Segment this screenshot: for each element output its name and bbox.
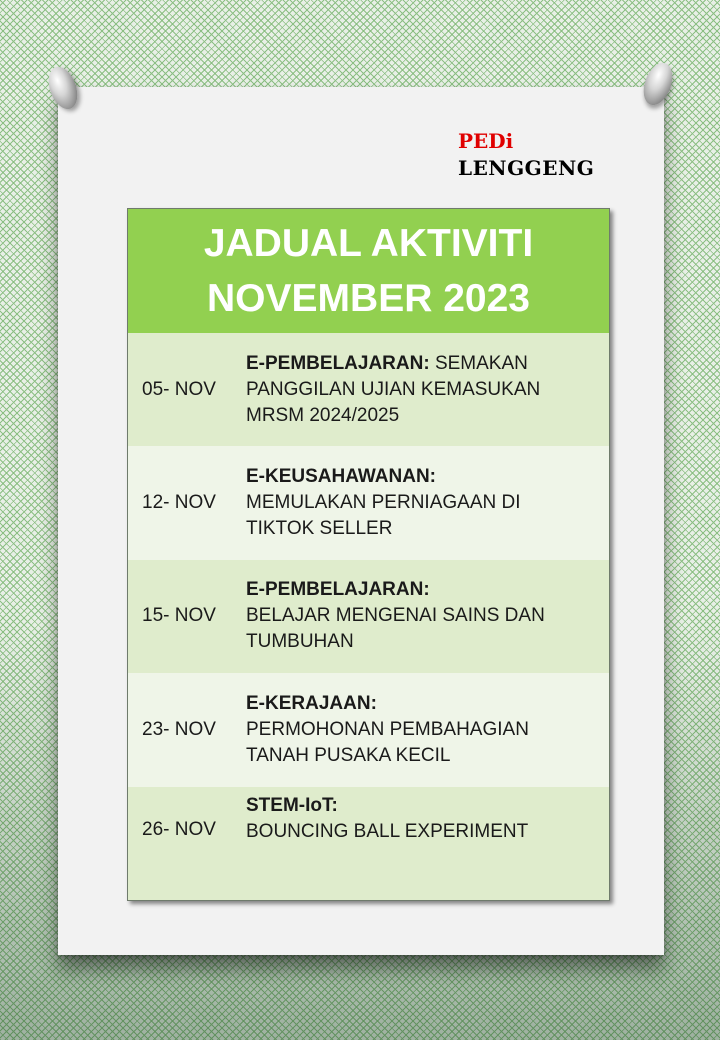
row-category: E-KERAJAAN: — [246, 692, 377, 714]
row-line: MEMULAKAN PERNIAGAAN DI — [246, 492, 521, 514]
row-category: E-KEUSAHAWANAN: — [246, 466, 436, 488]
brand-line2: LENGGENG — [458, 156, 595, 180]
row-date: 05- NOV — [142, 378, 216, 400]
schedule-table — [127, 208, 610, 901]
schedule-row — [128, 446, 609, 559]
row-line: BOUNCING BALL EXPERIMENT — [246, 820, 529, 842]
schedule-row — [128, 333, 609, 446]
row-description — [246, 793, 609, 845]
row-date: 12- NOV — [142, 492, 216, 514]
row-date: 15- NOV — [142, 605, 216, 627]
row-date: 26- NOV — [142, 818, 216, 840]
row-line: TANAH PUSAKA KECIL — [246, 744, 451, 766]
row-category: E-PEMBELAJARAN: — [246, 352, 430, 374]
header-subtitle: NOVEMBER 2023 — [207, 277, 530, 320]
schedule-row — [128, 673, 609, 786]
schedule-row — [128, 787, 609, 900]
brand-logo — [458, 128, 594, 182]
row-category: E-PEMBELAJARAN: — [246, 579, 430, 601]
row-category: STEM-IoT: — [246, 794, 338, 816]
schedule-row — [128, 560, 609, 673]
row-description — [246, 691, 609, 769]
schedule-header — [128, 209, 609, 333]
row-line: PANGGILAN UJIAN KEMASUKAN — [246, 378, 541, 400]
brand-line1: PEDi — [458, 129, 514, 153]
header-title: JADUAL AKTIVITI — [203, 222, 534, 265]
row-description — [246, 351, 609, 429]
row-line: TIKTOK SELLER — [246, 518, 393, 540]
row-inline-text: SEMAKAN — [429, 352, 528, 374]
row-line: PERMOHONAN PEMBAHAGIAN — [246, 718, 529, 740]
row-description — [246, 577, 609, 655]
row-line: TUMBUHAN — [246, 631, 354, 653]
row-date: 23- NOV — [142, 718, 216, 740]
row-line: BELAJAR MENGENAI SAINS DAN — [246, 605, 545, 627]
row-description — [246, 464, 609, 542]
row-line: MRSM 2024/2025 — [246, 404, 400, 426]
